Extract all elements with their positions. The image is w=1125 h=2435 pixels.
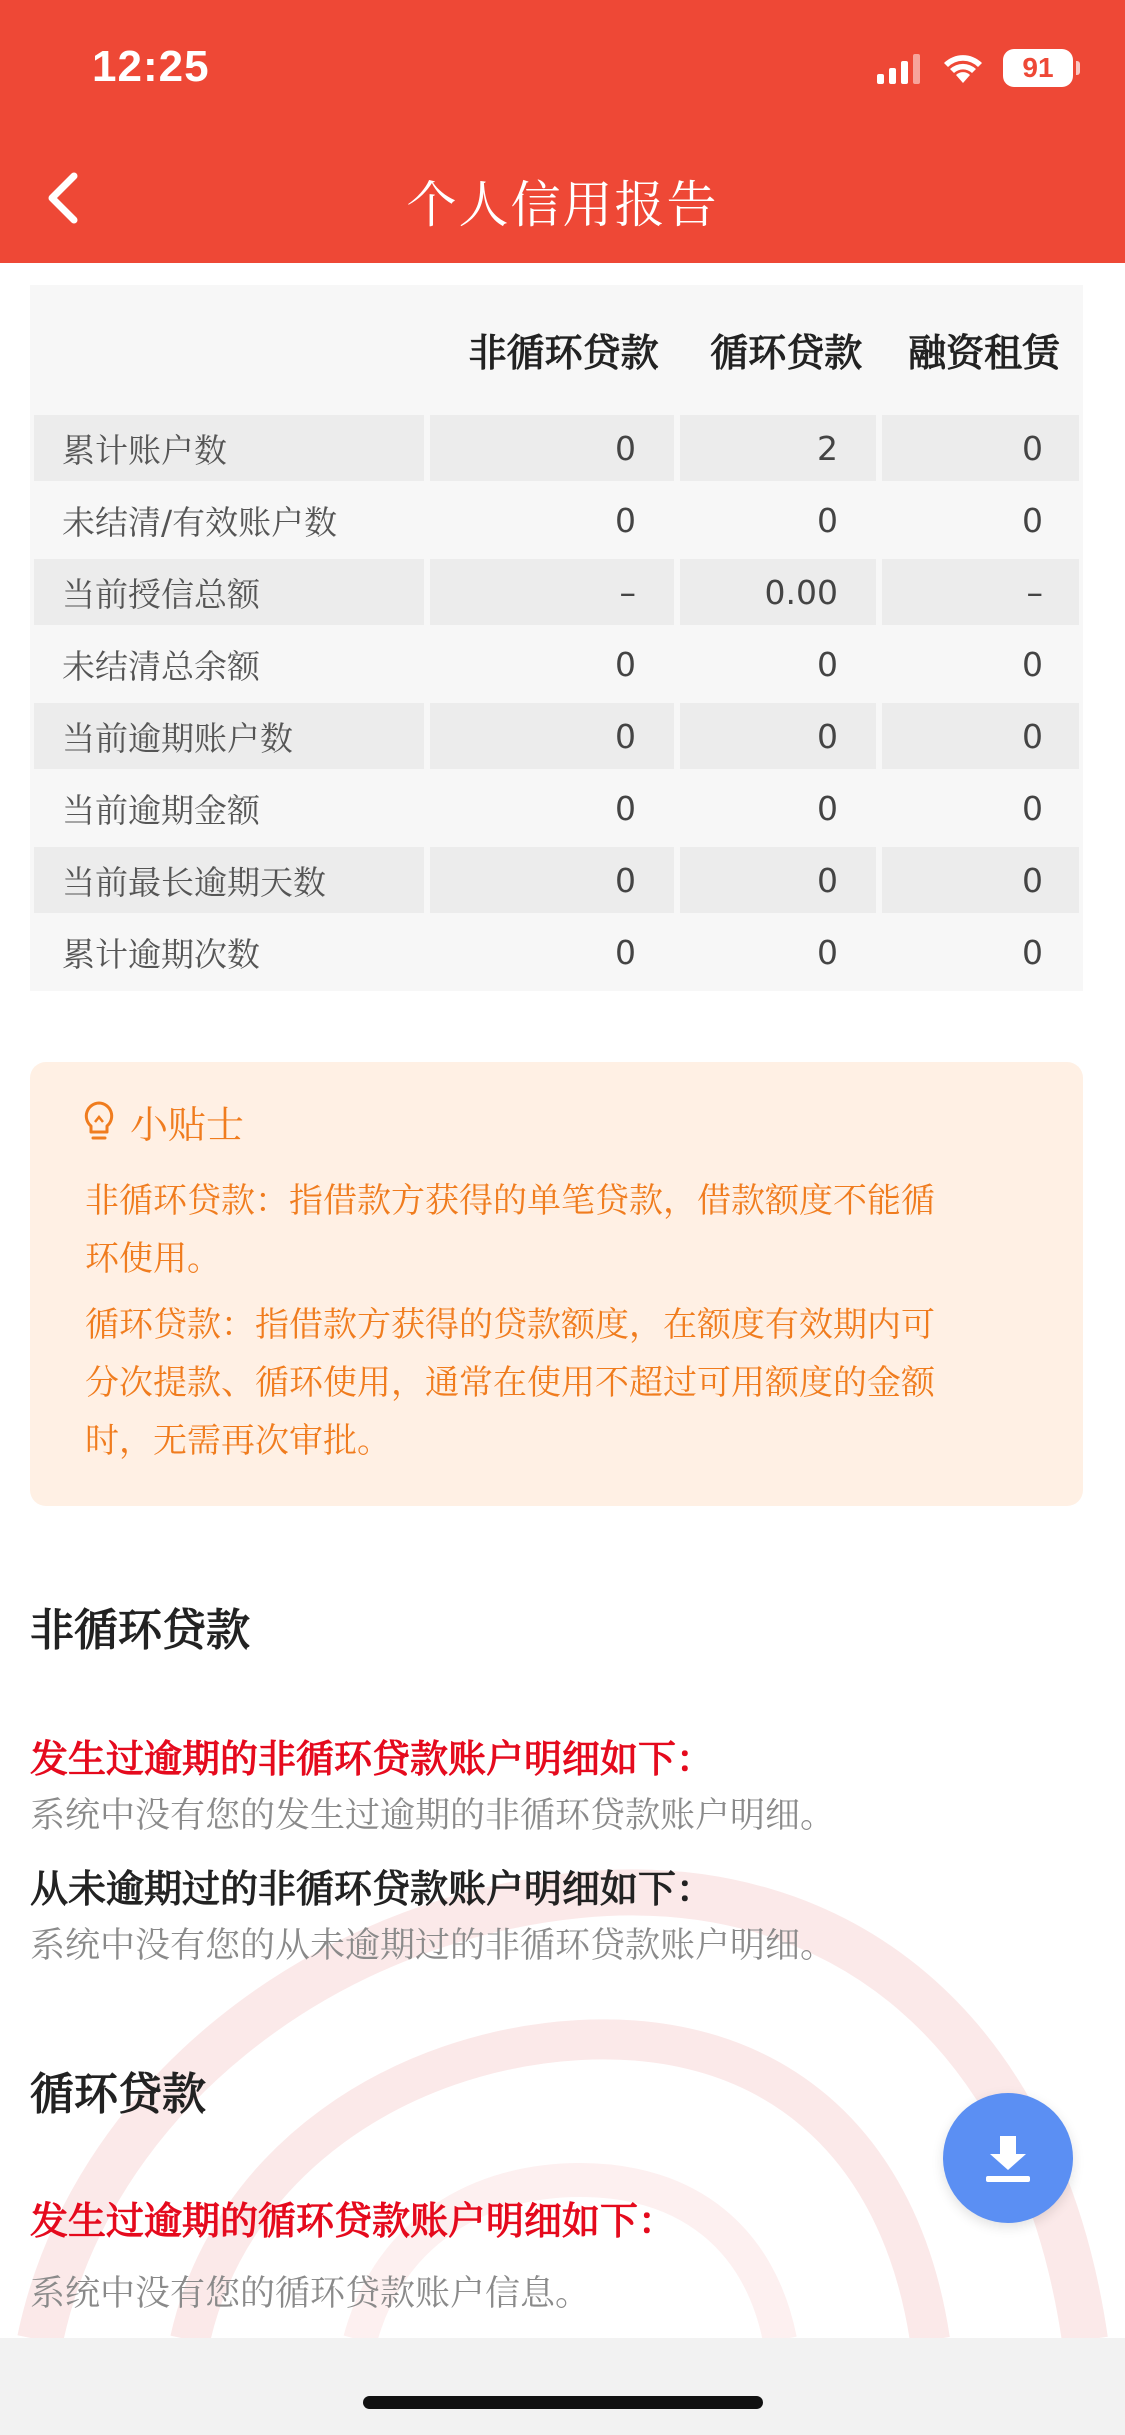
- credit-summary-table: [30, 285, 1083, 991]
- cell-value: 0: [680, 703, 876, 769]
- lightbulb-icon: [82, 1100, 116, 1144]
- row-label: 当前逾期账户数: [34, 703, 424, 769]
- tips-header: [82, 1094, 244, 1149]
- cell-value: 0: [817, 788, 838, 828]
- section-title-non-revolving: 非循环贷款: [30, 1605, 250, 1656]
- overdue-heading: 发生过逾期的非循环贷款账户明细如下：: [30, 1737, 715, 1781]
- section-title-revolving: 循环贷款: [30, 2069, 206, 2120]
- revolving-empty-text: 系统中没有您的循环贷款账户信息。: [30, 2274, 591, 2314]
- tips-line: 环使用。: [85, 1239, 221, 1279]
- col-non-revolving: 非循环贷款: [468, 330, 659, 375]
- table-row: [34, 559, 1079, 625]
- cell-value: 0: [430, 703, 674, 769]
- revolving-overdue-heading: 发生过逾期的循环贷款账户明细如下：: [30, 2199, 677, 2243]
- cell-value: 0: [615, 788, 636, 828]
- cell-value: 0: [430, 415, 674, 481]
- row-label: 当前逾期金额: [62, 790, 260, 830]
- row-label: 未结清/有效账户数: [62, 502, 338, 542]
- table-header: [30, 285, 1083, 413]
- col-financial-leasing: 融资租赁: [908, 330, 1061, 375]
- table-row: [34, 919, 1079, 985]
- cell-value: 0: [1022, 788, 1043, 828]
- cell-value: 0: [615, 932, 636, 972]
- never-overdue-heading: 从未逾期过的非循环贷款账户明细如下：: [30, 1867, 715, 1911]
- col-revolving: 循环贷款: [710, 330, 863, 375]
- overdue-empty-text: 系统中没有您的发生过逾期的非循环贷款账户明细。: [30, 1796, 836, 1836]
- status-icons: [875, 48, 1073, 88]
- status-time: 12:25: [92, 42, 210, 91]
- app-header: [0, 0, 1125, 263]
- table-row: [34, 847, 1079, 913]
- cell-value: 0: [1022, 932, 1043, 972]
- cell-value: 0: [817, 644, 838, 684]
- download-icon: [980, 2130, 1036, 2186]
- battery-indicator: 91: [1003, 49, 1073, 87]
- row-label: 未结清总余额: [62, 646, 260, 686]
- cell-value: 0: [1022, 644, 1043, 684]
- table-row: [34, 631, 1079, 697]
- cell-value: –: [430, 559, 674, 625]
- wifi-icon: [941, 51, 985, 85]
- page-title: 个人信用报告: [406, 176, 719, 234]
- tips-title: 小贴士: [130, 1103, 245, 1147]
- cell-value: 0: [817, 932, 838, 972]
- cell-value: 0: [1022, 500, 1043, 540]
- cell-value: 0: [882, 415, 1079, 481]
- cell-value: 0: [680, 847, 876, 913]
- tips-line: 时，无需再次审批。: [85, 1421, 391, 1461]
- cell-value: 2: [680, 415, 876, 481]
- cell-value: 0: [615, 644, 636, 684]
- row-label: 当前授信总额: [34, 559, 424, 625]
- row-label: 累计逾期次数: [62, 934, 260, 974]
- home-indicator[interactable]: [363, 2396, 763, 2409]
- bottom-safe-area: [0, 2338, 1125, 2435]
- tips-line: 分次提款、循环使用，通常在使用不超过可用额度的金额: [85, 1363, 935, 1403]
- cell-value: 0.00: [680, 559, 876, 625]
- cell-value: –: [882, 559, 1079, 625]
- tips-line: 非循环贷款：指借款方获得的单笔贷款，借款额度不能循: [85, 1181, 935, 1221]
- cell-value: 0: [615, 500, 636, 540]
- cell-value: 0: [882, 703, 1079, 769]
- table-row: [34, 775, 1079, 841]
- tips-box: [30, 1062, 1083, 1506]
- table-row: [34, 487, 1079, 553]
- table-row: [34, 703, 1079, 769]
- cell-value: 0: [430, 847, 674, 913]
- download-button[interactable]: [943, 2093, 1073, 2223]
- table-row: [34, 415, 1079, 481]
- tips-non-revolving: [85, 1172, 1065, 1288]
- row-label: 累计账户数: [34, 415, 424, 481]
- signal-icon: [875, 52, 923, 84]
- cell-value: 0: [882, 847, 1079, 913]
- tips-revolving: [85, 1296, 1065, 1470]
- row-label: 当前最长逾期天数: [34, 847, 424, 913]
- never-overdue-empty-text: 系统中没有您的从未逾期过的非循环贷款账户明细。: [30, 1926, 836, 1966]
- tips-line: 循环贷款：指借款方获得的贷款额度，在额度有效期内可: [85, 1305, 935, 1345]
- cell-value: 0: [817, 500, 838, 540]
